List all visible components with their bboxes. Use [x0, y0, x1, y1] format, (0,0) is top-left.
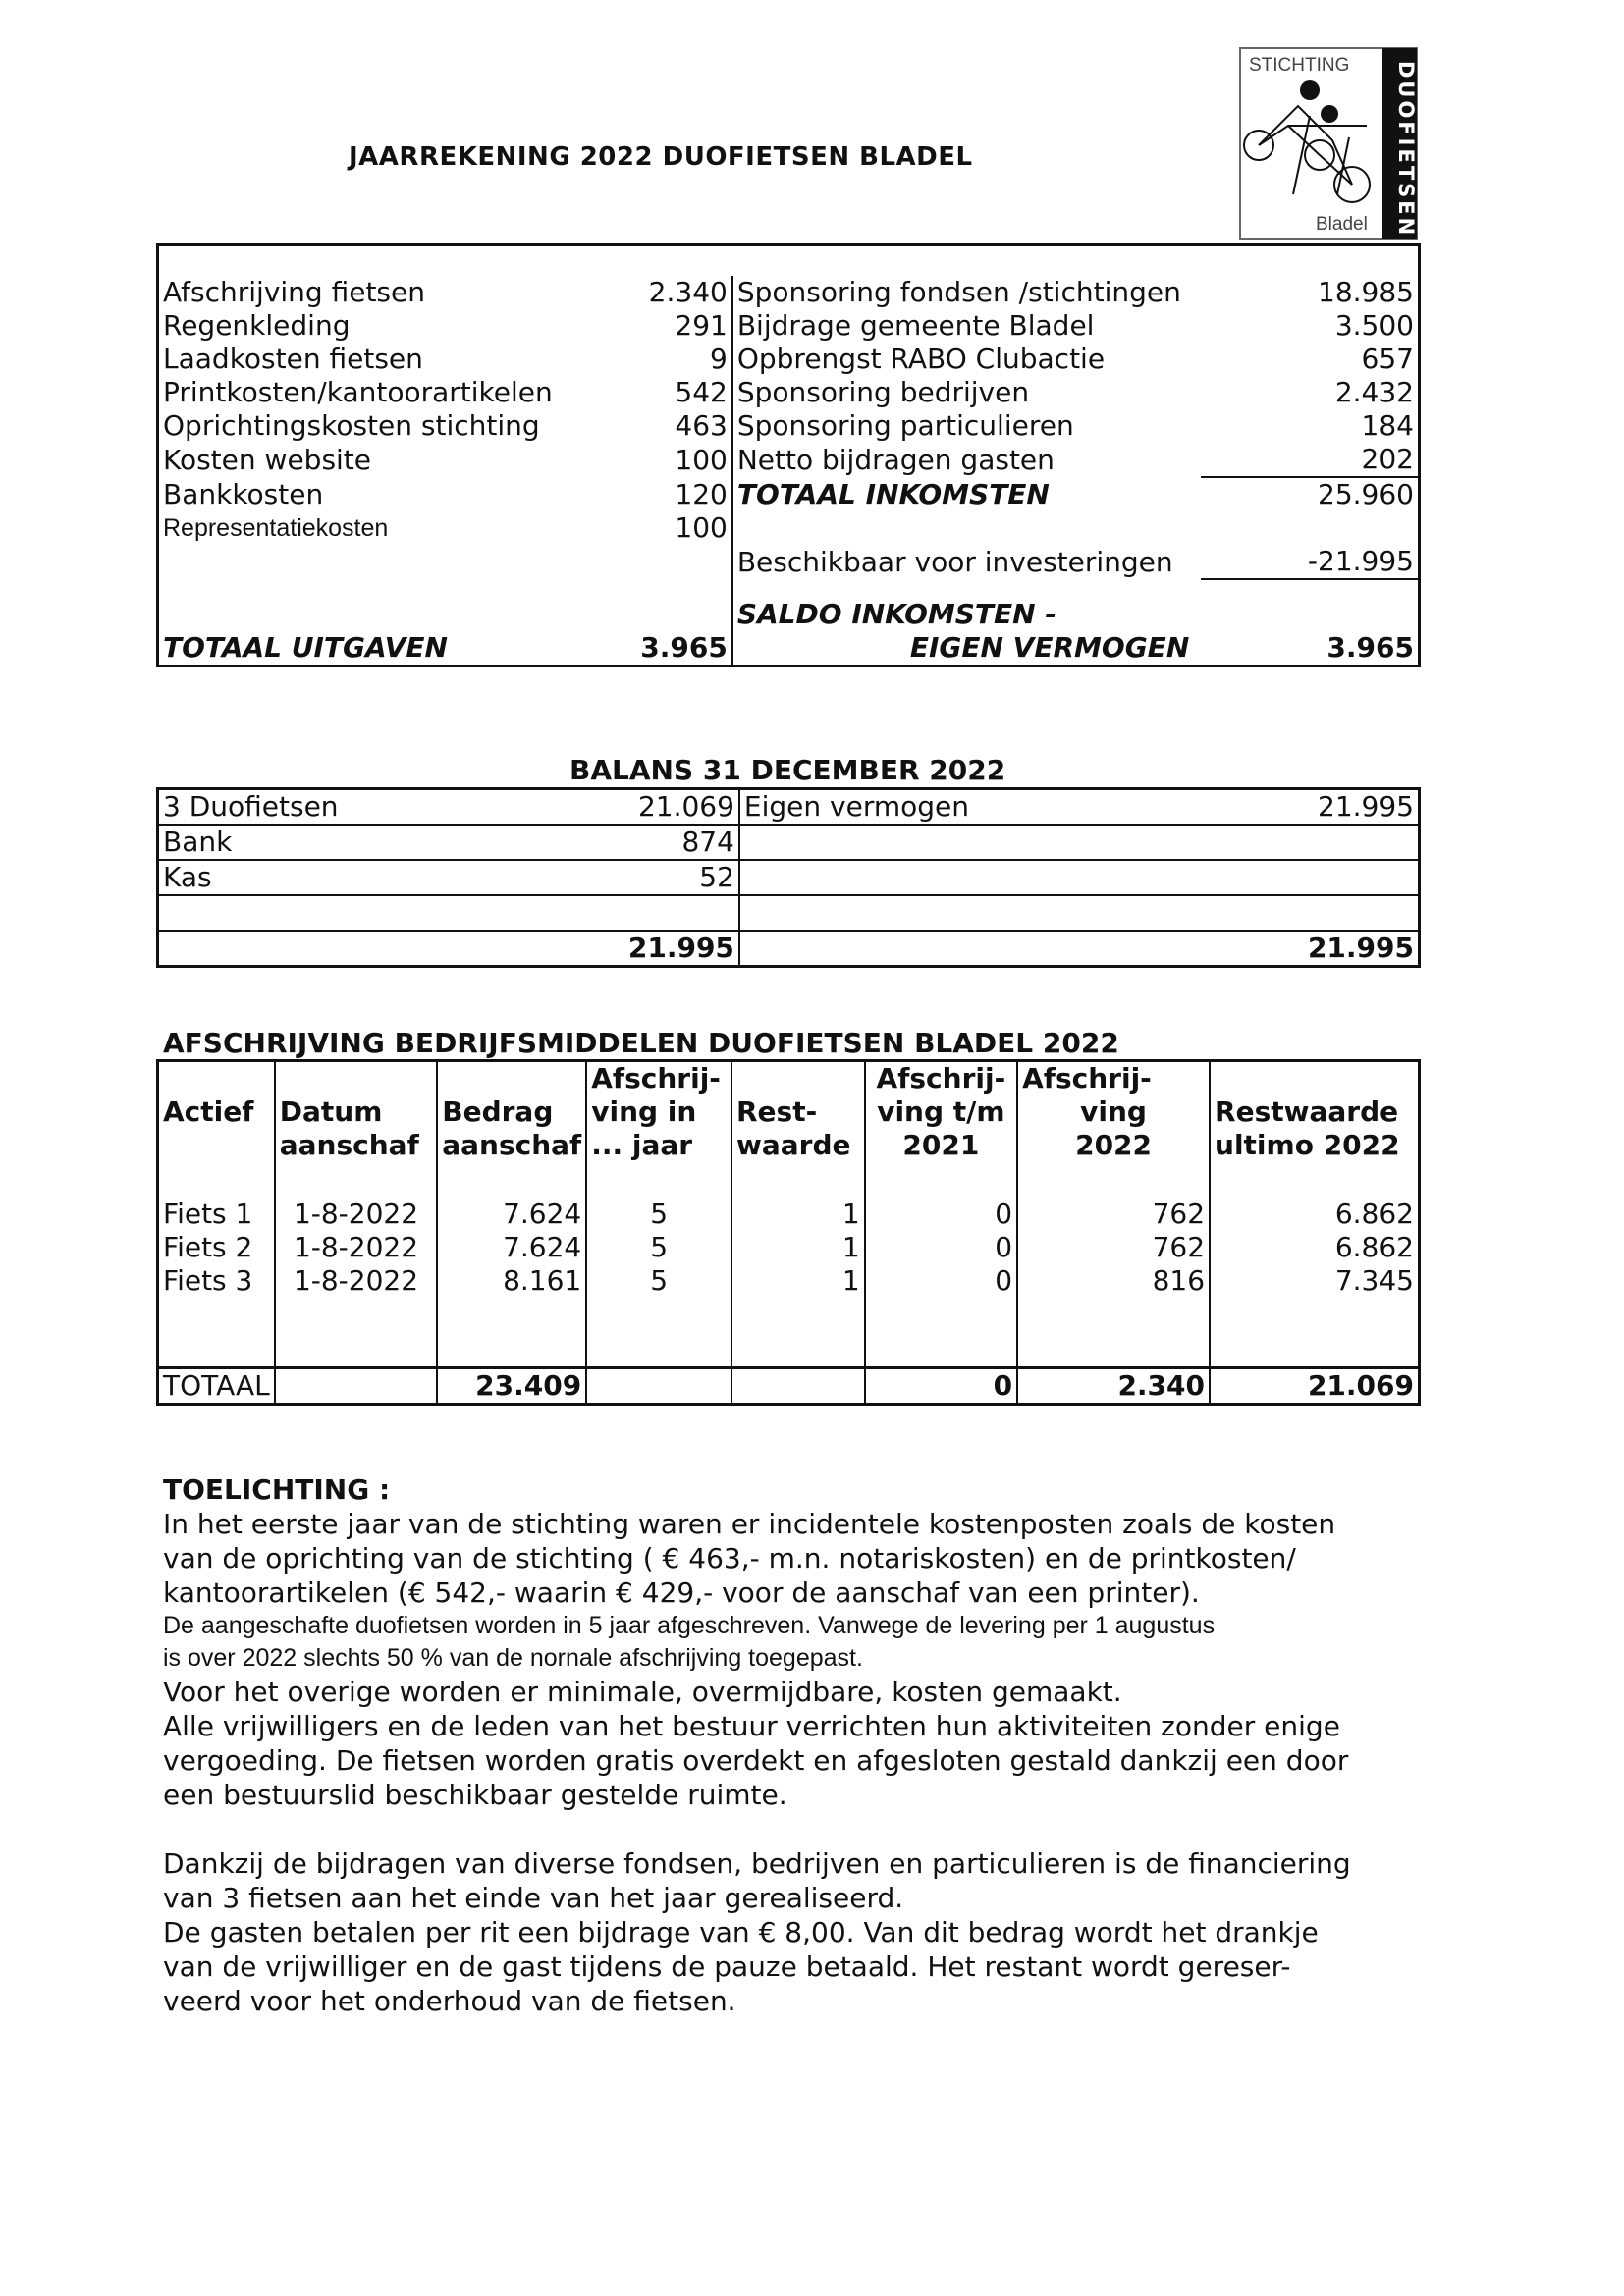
toelichting-heading: TOELICHTING :: [163, 1473, 391, 1506]
table-row: 3 Duofietsen 21.069 Eigen vermogen 21.995: [158, 789, 1420, 826]
logo: [1239, 47, 1418, 240]
table-row: [158, 895, 1420, 931]
totaal-inkomsten-label: TOTAAL INKOMSTEN: [736, 477, 1050, 510]
exploitatie-table: [156, 243, 1421, 667]
table-total-row: TOTAAL 23.409 0 2.340 21.069: [158, 1368, 1420, 1405]
paragraph-line: kantoorartikelen (€ 542,- waarin € 429,- voor de aanschaf van een printer).: [163, 1576, 1200, 1609]
beschikbaar-value: -21.995: [1201, 545, 1420, 579]
table-header-row: Afschrij- Afschrij- Afschrij-: [158, 1061, 1420, 1096]
table-row: Kas 52: [158, 860, 1420, 895]
balans-table: [156, 787, 1421, 968]
paragraph-line: De aangeschafte duofietsen worden in 5 jaar afgeschreven. Vanwege de levering per 1 augustus: [163, 1612, 1216, 1639]
toelichting: [163, 1472, 1439, 2018]
table-row: Fiets 3 1-8-2022 8.161 5 1 0 816 7.345: [158, 1264, 1420, 1298]
table-header-row: Actief Datum Bedrag ving in Rest- ving t/m ving Restwaarde: [158, 1095, 1420, 1129]
paragraph-line: van de oprichting van de stichting ( € 463,- m.n. notariskosten) en de printkosten/: [163, 1542, 1296, 1575]
table-row: Laadkosten fietsen 9 Opbrengst RABO Clubactie 657: [163, 343, 1414, 375]
paragraph-line: vergoeding. De fietsen worden gratis overdekt en afgesloten gestald dankzij een door: [163, 1744, 1349, 1777]
table-row: Fiets 2 1-8-2022 7.624 5 1 0 762 6.862: [158, 1231, 1420, 1264]
page-title: JAARREKENING 2022 DUOFIETSEN BLADEL: [349, 142, 973, 172]
totaal-uitgaven-label: TOTAAL UITGAVEN: [163, 631, 448, 664]
table-row: Bankkosten 120 TOTAAL INKOMSTEN 25.960: [158, 477, 1420, 511]
beschikbaar-label: Beschikbaar voor investeringen: [736, 545, 1173, 578]
table-row: Bank 874: [158, 825, 1420, 860]
table-row: [158, 931, 1420, 967]
totaal-inkomsten-value: 25.960: [1318, 478, 1414, 510]
table-row: Fiets 1 1-8-2022 7.624 5 1 0 762 6.862: [158, 1198, 1420, 1231]
logo-bottom-text: Bladel: [1316, 214, 1368, 235]
table-row: Regenkleding 291 Bijdrage gemeente Bladel 3.500: [163, 309, 1414, 342]
paragraph-line: van 3 fietsen aan het einde van het jaar gerealiseerd.: [163, 1882, 904, 1914]
paragraph-line: De gasten betalen per rit een bijdrage van € 8,00. Van dit bedrag wordt het drankje: [163, 1916, 1319, 1949]
saldo-label-2: EIGEN VERMOGEN: [909, 631, 1190, 664]
logo-side-text: DUOFIETSEN: [1394, 61, 1418, 239]
afschrijving-title: AFSCHRIJVING BEDRIJFSMIDDELEN DUOFIETSEN BLADEL 2022: [163, 1027, 1119, 1059]
table-row: Afschrijving fietsen 2.340 Sponsoring fondsen /stichtingen 18.985: [163, 276, 1414, 308]
logo-top-text: STICHTING: [1249, 55, 1350, 76]
paragraph-line: een bestuurslid beschikbaar gestelde ruimte.: [163, 1779, 787, 1811]
paragraph-line: In het eerste jaar van de stichting waren er incidentele kostenposten zoals de kosten: [163, 1508, 1336, 1540]
table-row: Kosten website 100 Netto bijdragen gasten 202: [158, 443, 1420, 477]
table-row: [158, 631, 1420, 667]
balans-total-right: 21.995: [1203, 931, 1419, 967]
paragraph-line: Alle vrijwilligers en de leden van het bestuur verrichten hun aktiviteiten zonder enige: [163, 1710, 1340, 1742]
paragraph-line: veerd voor het onderhoud van de fietsen.: [163, 1985, 736, 2017]
paragraph-line: is over 2022 slechts 50 % van de nornale afschrijving toegepast.: [163, 1644, 863, 1672]
table-row: Printkosten/kantoorartikelen 542 Sponsoring bedrijven 2.432: [163, 376, 1414, 408]
saldo-label-1: SALDO INKOMSTEN -: [736, 598, 1056, 630]
bicycle-logo-icon: [1239, 47, 1418, 240]
table-row: [158, 545, 1420, 579]
table-row: Oprichtingskosten stichting 463 Sponsoring particulieren 184: [163, 409, 1414, 442]
totaal-uitgaven-value: 3.965: [630, 631, 732, 667]
balans-total-left: 21.995: [624, 931, 739, 967]
paragraph-line: Voor het overige worden er minimale, overmijdbare, kosten gemaakt.: [163, 1676, 1122, 1708]
table-header-row: aanschaf aanschaf ... jaar waarde 2021 2022 ultimo 2022: [158, 1129, 1420, 1162]
paragraph-line: Dankzij de bijdragen van diverse fondsen, bedrijven en particulieren is de financiering: [163, 1847, 1351, 1880]
balans-title: BALANS 31 DECEMBER 2022: [569, 754, 1006, 786]
paragraph-line: van de vrijwilliger en de gast tijdens de pauze betaald. Het restant wordt gereser-: [163, 1950, 1291, 1983]
afschrijving-table: [156, 1059, 1421, 1406]
table-row: [158, 598, 1420, 631]
saldo-value: 3.965: [1326, 631, 1414, 664]
table-row: Representatiekosten 100: [158, 511, 1420, 545]
